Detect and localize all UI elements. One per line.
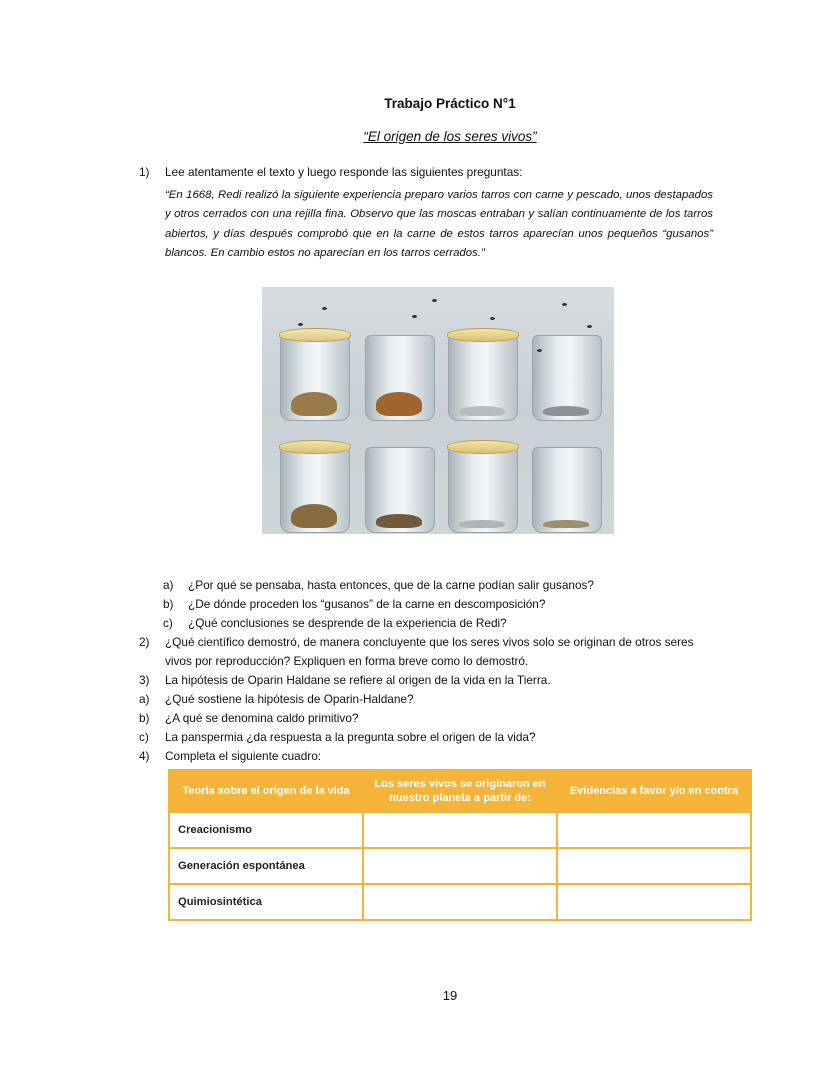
question-number: 4): [139, 749, 150, 763]
page-number: 19: [442, 988, 458, 1003]
table-cell-theory: Quimiosintética: [169, 884, 363, 920]
table-header: Teoría sobre el origen de la vida: [169, 770, 363, 812]
page-title: Trabajo Práctico N°1: [384, 96, 516, 111]
list-item-text: ¿A qué se denomina caldo primitivo?: [165, 711, 359, 725]
open-jar: [532, 335, 602, 421]
table-cell-empty[interactable]: [557, 812, 751, 848]
fly-icon: [490, 317, 495, 320]
closed-jar: [280, 447, 350, 533]
fly-icon: [587, 325, 592, 328]
table-row: [169, 884, 751, 920]
open-jar: [280, 335, 350, 421]
list-item-letter: c): [139, 730, 149, 744]
list-item-letter: b): [163, 597, 174, 611]
list-item-letter: b): [139, 711, 150, 725]
fly-icon: [562, 303, 567, 306]
table-cell-empty[interactable]: [363, 848, 557, 884]
open-jar: [448, 335, 518, 421]
closed-jar: [532, 447, 602, 533]
open-jar: [365, 335, 435, 421]
table-cell-empty[interactable]: [363, 812, 557, 848]
table-header: Evidencias a favor y/o en contra: [557, 770, 751, 812]
table-cell-theory: Creacionismo: [169, 812, 363, 848]
table-cell-empty[interactable]: [363, 884, 557, 920]
list-item-letter: a): [139, 692, 150, 706]
fly-icon: [412, 315, 417, 318]
question-text: La hipótesis de Oparin Haldane se refiere al origen de la vida en la Tierra.: [165, 673, 551, 687]
fly-icon: [298, 323, 303, 326]
redi-quote: “En 1668, Redi realizó la siguiente experiencia preparo varios tarros con carne y pescado, unos destapados y otros cerrados con una rejilla fina. Observo que las moscas entraban y salían continuamente de los tarros abiertos, y días después comprobó que en la carne de estos tarros aparecían unos pequeños “gusanos” blancos. En cambio estos no aparecían en los tarros cerrados.”: [165, 189, 713, 260]
question-number: 3): [139, 673, 150, 687]
list-item-letter: a): [163, 578, 174, 592]
fly-icon: [432, 299, 437, 302]
list-item-text: ¿Qué conclusiones se desprende de la experiencia de Redi?: [188, 616, 507, 630]
table-header-row: [169, 770, 751, 812]
table-cell-empty[interactable]: [557, 848, 751, 884]
table-row: [169, 812, 751, 848]
table-cell-empty[interactable]: [557, 884, 751, 920]
redi-experiment-image: [262, 287, 614, 534]
theories-table: [168, 769, 752, 921]
page-subtitle: “El origen de los seres vivos”: [363, 129, 537, 144]
fly-icon: [537, 349, 542, 352]
question-text: Completa el siguiente cuadro:: [165, 749, 322, 763]
question-text: ¿Qué científico demostró, de manera concluyente que los seres vivos solo se originan de otros seres: [165, 635, 694, 649]
list-item-letter: c): [163, 616, 173, 630]
table-cell-theory: Generación espontánea: [169, 848, 363, 884]
closed-jar: [448, 447, 518, 533]
table-row: [169, 848, 751, 884]
table-header: Los seres vivos se originaron en nuestro planeta a partir de:: [363, 770, 557, 812]
question-text: vivos por reproducción? Expliquen en forma breve como lo demostró.: [165, 654, 529, 668]
question-number: 2): [139, 635, 150, 649]
closed-jar: [365, 447, 435, 533]
fly-icon: [322, 307, 327, 310]
question-number: 1): [139, 165, 150, 179]
list-item-text: ¿Por qué se pensaba, hasta entonces, que de la carne podían salir gusanos?: [188, 578, 594, 592]
list-item-text: ¿Qué sostiene la hipótesis de Oparin-Haldane?: [165, 692, 414, 706]
list-item-text: La panspermia ¿da respuesta a la pregunta sobre el origen de la vida?: [165, 730, 536, 744]
list-item-text: ¿De dónde proceden los “gusanos” de la carne en descomposición?: [188, 597, 546, 611]
question-text: Lee atentamente el texto y luego responde las siguientes preguntas:: [165, 165, 523, 179]
